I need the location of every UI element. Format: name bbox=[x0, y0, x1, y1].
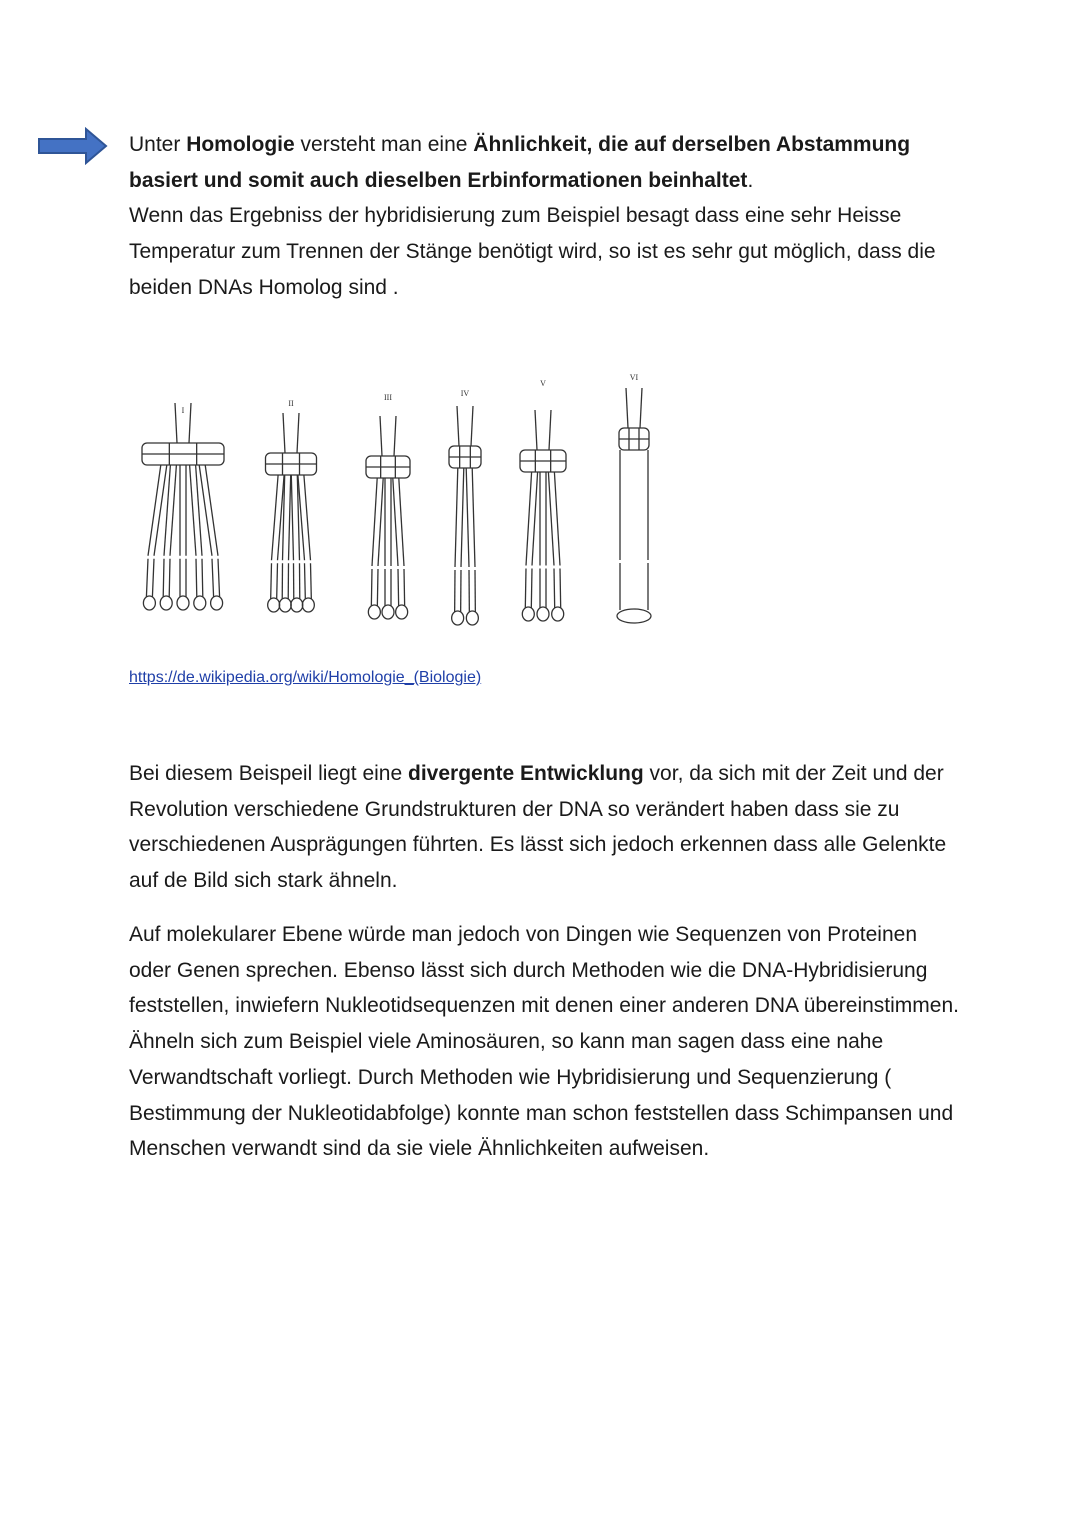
limb-label: IV bbox=[460, 389, 470, 398]
homology-definition-paragraph: Unter Homologie versteht man eine Ähnlichkeit, die auf derselben Abstammung basiert und somit auch dieselben Erbinformationen beinhaltet. Wenn das Ergebniss der hybridisierung zum Beispiel besagt dass eine sehr Heisse Temperatur zum Trennen der Stänge benötigt wird, so ist es sehr gut möglich, dass die beiden DNAs Homolog sind . bbox=[129, 133, 936, 299]
limb-label: V bbox=[540, 379, 546, 388]
limb-skeleton-drawing bbox=[128, 368, 673, 658]
molecular-level-paragraph: Auf molekularer Ebene würde man jedoch von Dingen wie Sequenzen von Proteinen oder Genen sprechen. Ebenso lässt sich durch Methoden wie die DNA-Hybridisierung feststellen, inwiefern Nukleotidsequenzen mit denen einer anderen DNA übereinstimmen. Ähneln sich zum Beispiel viele Aminosäuren, so kann man sagen dass eine nahe Verwandtschaft vorliegt. Durch Methoden wie Hybridisierung und Sequenzierung ( Bestimmung der Nukleotidabfolge) konnte man schon feststellen dass Schimpansen und Menschen verwandt sind da sie viele Ähnlichkeiten aufweisen. bbox=[129, 923, 959, 1161]
limb-label: II bbox=[288, 399, 294, 408]
limb-label: III bbox=[384, 393, 392, 402]
limb-skeleton bbox=[366, 393, 410, 619]
limb-label: VI bbox=[629, 373, 639, 382]
limb-skeleton bbox=[449, 389, 481, 625]
limb-skeleton bbox=[617, 373, 651, 623]
homology-definition: Ähnlichkeit, die auf derselben Abstammung basiert und somit auch dieselben Erbinformationen beinhaltet bbox=[129, 133, 911, 192]
limb-skeleton bbox=[266, 399, 317, 612]
limb-skeleton bbox=[520, 379, 566, 621]
homologous-limbs-figure bbox=[128, 368, 673, 658]
wikipedia-source-link[interactable]: https://de.wikipedia.org/wiki/Homologie_(Biologie) bbox=[129, 669, 482, 686]
divergent-evolution-paragraph: Bei diesem Beispeil liegt eine divergente Entwicklung vor, da sich mit der Zeit und der Revolution verschiedene Grundstrukturen der DNA so verändert haben dass sie zu verschiedenen Ausprägungen führten. Es lässt sich jedoch erkennen dass alle Gelenkte auf de Bild sich stark ähneln. bbox=[129, 762, 947, 893]
right-arrow-icon bbox=[38, 127, 108, 165]
limb-skeleton bbox=[142, 403, 224, 610]
limb-label: I bbox=[181, 406, 185, 415]
divergent-evolution-term: divergente Entwicklung bbox=[408, 762, 644, 785]
hybridization-example-text: Wenn das Ergebniss der hybridisierung zum Beispiel besagt dass eine sehr Heisse Temperatur zum Trennen der Stänge benötigt wird, so ist es sehr gut möglich, dass die beiden DNAs Homolog sind . bbox=[129, 204, 936, 299]
homology-term: Homologie bbox=[186, 133, 295, 156]
